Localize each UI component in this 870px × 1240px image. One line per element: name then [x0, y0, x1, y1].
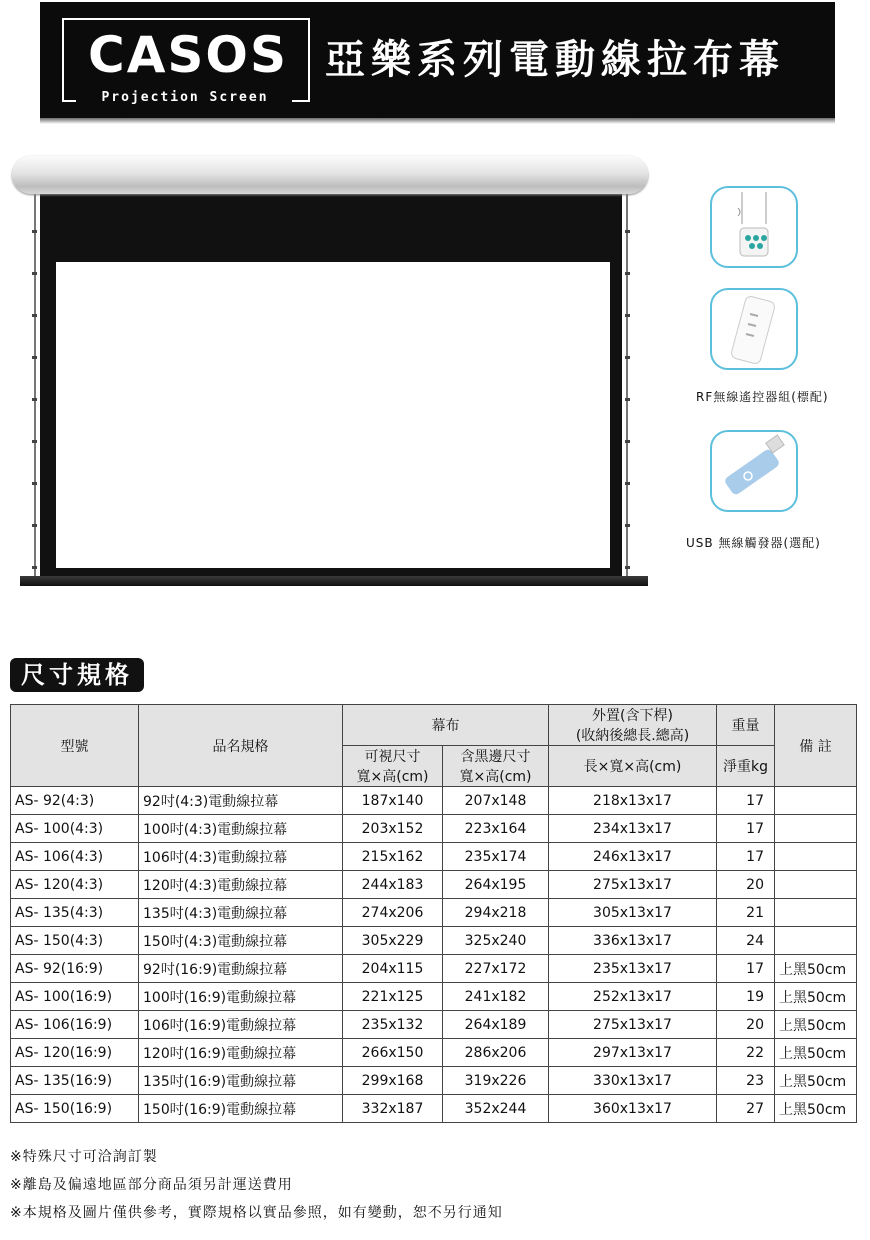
cell-note: 上黑50cm: [775, 1067, 857, 1095]
note-disclaimer: ※本規格及圖片僅供參考，實際規格以實品參照，如有變動，恕不另行通知: [10, 1205, 503, 1221]
cell-border: 227x172: [443, 955, 549, 983]
wire-tick: [32, 356, 37, 359]
cell-outer: 234x13x17: [549, 815, 717, 843]
table-row: [11, 871, 857, 899]
cell-name: 100吋(16:9)電動線拉幕: [139, 983, 343, 1011]
header-note: 備 註: [775, 705, 857, 787]
header-visible: [343, 746, 443, 787]
cell-model: AS- 150(4:3): [11, 927, 139, 955]
brand-subtitle: Projection Screen: [101, 90, 269, 105]
table-row: [11, 843, 857, 871]
cell-border: 235x174: [443, 843, 549, 871]
cell-outer: 330x13x17: [549, 1067, 717, 1095]
wire-tick: [625, 482, 630, 485]
header-weight-unit: 淨重kg: [717, 746, 775, 787]
cell-outer: 275x13x17: [549, 871, 717, 899]
cell-note: [775, 927, 857, 955]
remote-control-icon: [712, 290, 796, 368]
cell-visible: 244x183: [343, 871, 443, 899]
cell-weight: 17: [717, 787, 775, 815]
cell-visible: 203x152: [343, 815, 443, 843]
note-custom-size: ※特殊尺寸可洽詢訂製: [10, 1149, 158, 1165]
header-outer-sub: (收納後總長.總高): [575, 728, 690, 744]
wire-tick: [32, 230, 37, 233]
wire-tick: [32, 566, 37, 569]
cell-outer: 275x13x17: [549, 1011, 717, 1039]
cell-visible: 274x206: [343, 899, 443, 927]
cell-model: AS- 100(16:9): [11, 983, 139, 1011]
spec-table: [10, 704, 857, 1123]
cell-border: 325x240: [443, 927, 549, 955]
usb-trigger-label: USB 無線觸發器(選配): [686, 536, 821, 550]
cell-name: 135吋(16:9)電動線拉幕: [139, 1067, 343, 1095]
section-title: 尺寸規格: [10, 658, 144, 692]
header-border-unit: 寬×高(cm): [459, 769, 532, 785]
cell-model: AS- 120(4:3): [11, 871, 139, 899]
cell-note: [775, 815, 857, 843]
wire-tick: [625, 524, 630, 527]
cell-note: [775, 843, 857, 871]
cell-visible: 215x162: [343, 843, 443, 871]
cell-weight: 20: [717, 1011, 775, 1039]
header-outer-title: 外置(含下桿): [592, 708, 673, 724]
cell-outer: 336x13x17: [549, 927, 717, 955]
projection-screen-image: [12, 150, 652, 600]
header-outer-unit: 長×寬×高(cm): [549, 746, 717, 787]
wire-tick: [625, 314, 630, 317]
screen-viewing-area: [56, 262, 610, 568]
wire-tick: [32, 272, 37, 275]
cell-weight: 27: [717, 1095, 775, 1123]
tension-wire-right: [626, 194, 628, 578]
cell-model: AS- 120(16:9): [11, 1039, 139, 1067]
cell-visible: 221x125: [343, 983, 443, 1011]
cell-model: AS- 150(16:9): [11, 1095, 139, 1123]
cell-weight: 22: [717, 1039, 775, 1067]
note-shipping: ※離島及偏遠地區部分商品須另計運送費用: [10, 1177, 293, 1193]
cell-outer: 235x13x17: [549, 955, 717, 983]
cell-name: 150吋(16:9)電動線拉幕: [139, 1095, 343, 1123]
cell-note: 上黑50cm: [775, 983, 857, 1011]
wire-tick: [625, 440, 630, 443]
table-row: [11, 1067, 857, 1095]
tension-wire-left: [34, 194, 36, 578]
cell-name: 92吋(4:3)電動線拉幕: [139, 787, 343, 815]
cell-border: 264x189: [443, 1011, 549, 1039]
header-outer: [549, 705, 717, 746]
cell-weight: 17: [717, 955, 775, 983]
header-visible-unit: 寬×高(cm): [356, 769, 429, 785]
cell-outer: 305x13x17: [549, 899, 717, 927]
wire-tick: [625, 230, 630, 233]
cell-border: 264x195: [443, 871, 549, 899]
cell-name: 106吋(4:3)電動線拉幕: [139, 843, 343, 871]
cell-border: 294x218: [443, 899, 549, 927]
wire-tick: [625, 356, 630, 359]
table-row: [11, 1095, 857, 1123]
cell-name: 150吋(4:3)電動線拉幕: [139, 927, 343, 955]
cell-name: 120吋(4:3)電動線拉幕: [139, 871, 343, 899]
usb-trigger-box: [710, 430, 798, 512]
cell-border: 223x164: [443, 815, 549, 843]
cell-note: 上黑50cm: [775, 1095, 857, 1123]
wire-tick: [625, 398, 630, 401]
cell-note: 上黑50cm: [775, 1039, 857, 1067]
table-row: [11, 1011, 857, 1039]
wire-tick: [32, 524, 37, 527]
cell-note: [775, 899, 857, 927]
wire-tick: [625, 566, 630, 569]
cell-name: 120吋(16:9)電動線拉幕: [139, 1039, 343, 1067]
cell-visible: 305x229: [343, 927, 443, 955]
cell-model: AS- 135(16:9): [11, 1067, 139, 1095]
cell-note: 上黑50cm: [775, 955, 857, 983]
cell-outer: 218x13x17: [549, 787, 717, 815]
cell-name: 92吋(16:9)電動線拉幕: [139, 955, 343, 983]
page-title: 亞樂系列電動線拉布幕: [325, 37, 785, 83]
cell-outer: 297x13x17: [549, 1039, 717, 1067]
logo-rule-left: [62, 100, 76, 102]
header-name: 品名規格: [139, 705, 343, 787]
remote-control-label: RF無線遙控器組(標配): [696, 390, 829, 404]
cell-border: 241x182: [443, 983, 549, 1011]
cell-visible: 204x115: [343, 955, 443, 983]
wire-tick: [32, 314, 37, 317]
table-row: [11, 955, 857, 983]
screen-housing: [12, 156, 648, 194]
cell-name: 135吋(4:3)電動線拉幕: [139, 899, 343, 927]
cell-weight: 20: [717, 871, 775, 899]
cell-border: 286x206: [443, 1039, 549, 1067]
cell-note: [775, 871, 857, 899]
header-shadow: [40, 118, 835, 124]
cell-model: AS- 100(4:3): [11, 815, 139, 843]
table-row: [11, 1039, 857, 1067]
header-border-title: 含黑邊尺寸: [460, 749, 531, 765]
cell-outer: 246x13x17: [549, 843, 717, 871]
cell-weight: 21: [717, 899, 775, 927]
cell-border: 319x226: [443, 1067, 549, 1095]
logo-rule-right: [292, 100, 310, 102]
cell-weight: 17: [717, 815, 775, 843]
cell-model: AS- 92(16:9): [11, 955, 139, 983]
brand-logo: CASOS: [88, 26, 288, 84]
table-row: [11, 815, 857, 843]
receiver-module-icon: [712, 188, 796, 266]
wire-tick: [625, 272, 630, 275]
cell-weight: 23: [717, 1067, 775, 1095]
cell-note: 上黑50cm: [775, 1011, 857, 1039]
table-row: [11, 899, 857, 927]
cell-visible: 235x132: [343, 1011, 443, 1039]
wire-tick: [32, 398, 37, 401]
cell-name: 106吋(16:9)電動線拉幕: [139, 1011, 343, 1039]
cell-outer: 252x13x17: [549, 983, 717, 1011]
cell-border: 207x148: [443, 787, 549, 815]
cell-outer: 360x13x17: [549, 1095, 717, 1123]
cell-weight: 19: [717, 983, 775, 1011]
remote-control-box: [710, 288, 798, 370]
cell-model: AS- 106(4:3): [11, 843, 139, 871]
header-screen: 幕布: [343, 705, 549, 746]
wire-tick: [32, 440, 37, 443]
cell-model: AS- 135(4:3): [11, 899, 139, 927]
table-row: [11, 787, 857, 815]
header-border: [443, 746, 549, 787]
cell-visible: 299x168: [343, 1067, 443, 1095]
cell-model: AS- 92(4:3): [11, 787, 139, 815]
cell-border: 352x244: [443, 1095, 549, 1123]
cell-name: 100吋(4:3)電動線拉幕: [139, 815, 343, 843]
wire-tick: [32, 482, 37, 485]
cell-visible: 332x187: [343, 1095, 443, 1123]
cell-visible: 187x140: [343, 787, 443, 815]
usb-trigger-icon: [712, 432, 796, 510]
table-row: [11, 983, 857, 1011]
header-weight: 重量: [717, 705, 775, 746]
cell-note: [775, 787, 857, 815]
cell-visible: 266x150: [343, 1039, 443, 1067]
header-model: 型號: [11, 705, 139, 787]
table-row: [11, 927, 857, 955]
cell-model: AS- 106(16:9): [11, 1011, 139, 1039]
header-visible-title: 可視尺寸: [364, 749, 421, 765]
screen-bottom-bar: [20, 576, 648, 586]
receiver-module-box: [710, 186, 798, 268]
cell-weight: 24: [717, 927, 775, 955]
cell-weight: 17: [717, 843, 775, 871]
